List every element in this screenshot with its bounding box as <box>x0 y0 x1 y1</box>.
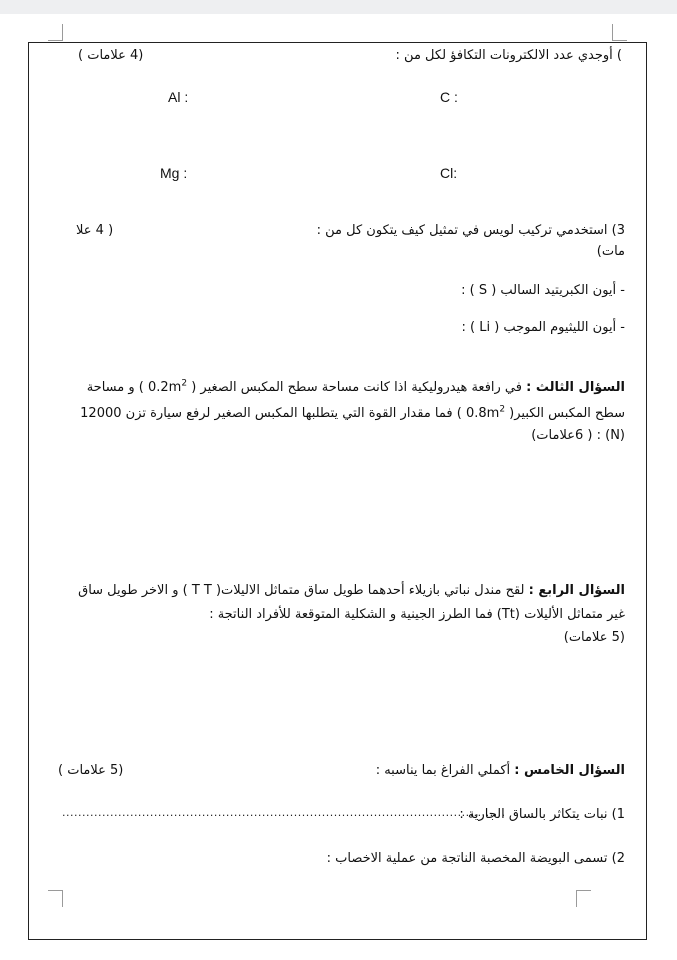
corner-mark-bottom-left <box>48 890 63 907</box>
q5-item1: 1) نبات يتكاثر بالساق الجارية : <box>459 807 625 822</box>
q5-item1-blank: ............................................................................................................... <box>62 806 506 819</box>
q3sub-item-sulfide: - أيون الكبريتيد السالب ( S ) : <box>461 283 625 298</box>
element-al: Al : <box>168 89 189 105</box>
element-mg: Mg : <box>160 165 188 181</box>
q4-line3: (5 علامات) <box>563 630 625 645</box>
element-cl: Cl: <box>440 165 458 181</box>
corner-mark-top-left <box>48 24 63 41</box>
q3-line3: (N) : ( 6علامات) <box>531 428 625 443</box>
q5-item2: 2) تسمى البويضة المخصبة الناتجة من عملية الاخصاب : <box>326 851 625 866</box>
q3-title: السؤال الثالث : <box>526 380 625 395</box>
q3sub-item-lithium: - أيون الليثيوم الموجب ( Li ) : <box>461 320 625 335</box>
viewer-top-band <box>0 0 677 14</box>
q4-line1: السؤال الرابع : لقح مندل نباتي بازيلاء أحدهما طويل ساق متماثل الاليلات( T T ) و الاخر طويل ساق <box>78 583 625 598</box>
q2b-marks: (4 علامات ) <box>78 48 144 63</box>
q5-line1: السؤال الخامس : أكملي الفراغ بما يناسبه : <box>375 763 625 778</box>
element-c: C : <box>440 89 458 105</box>
q3-line1: السؤال الثالث : في رافعة هيدروليكية اذا كانت مساحة سطح المكبس الصغير ( $0.2m^2$ ) و مساحة <box>86 378 625 395</box>
q4-line2: غير متماثل الأليلات (Tt) فما الطرز الجينية و الشكلية المتوقعة للأفراد الناتجة : <box>209 607 625 622</box>
q5-title: السؤال الخامس : <box>514 763 625 778</box>
q3-line2: سطح المكبس الكبير( $0.8m^2$ ) فما مقدار القوة التي يتطلبها المكبس الصغير لرفع سيارة تزن 12000 <box>80 404 625 421</box>
q5-marks: (5 علامات ) <box>58 763 124 778</box>
q2b-prompt: ) أوجدي عدد الالكترونات التكافؤ لكل من : <box>395 48 622 63</box>
q4-title: السؤال الرابع : <box>528 583 625 598</box>
q3sub-marks-part1: ( 4 علا <box>76 223 114 238</box>
q3sub-prompt: 3) استخدمي تركيب لويس في تمثيل كيف يتكون كل من : <box>316 223 625 238</box>
corner-mark-bottom-right <box>576 890 591 907</box>
corner-mark-top-right <box>612 24 627 41</box>
q3sub-marks-part2: مات) <box>596 244 625 259</box>
